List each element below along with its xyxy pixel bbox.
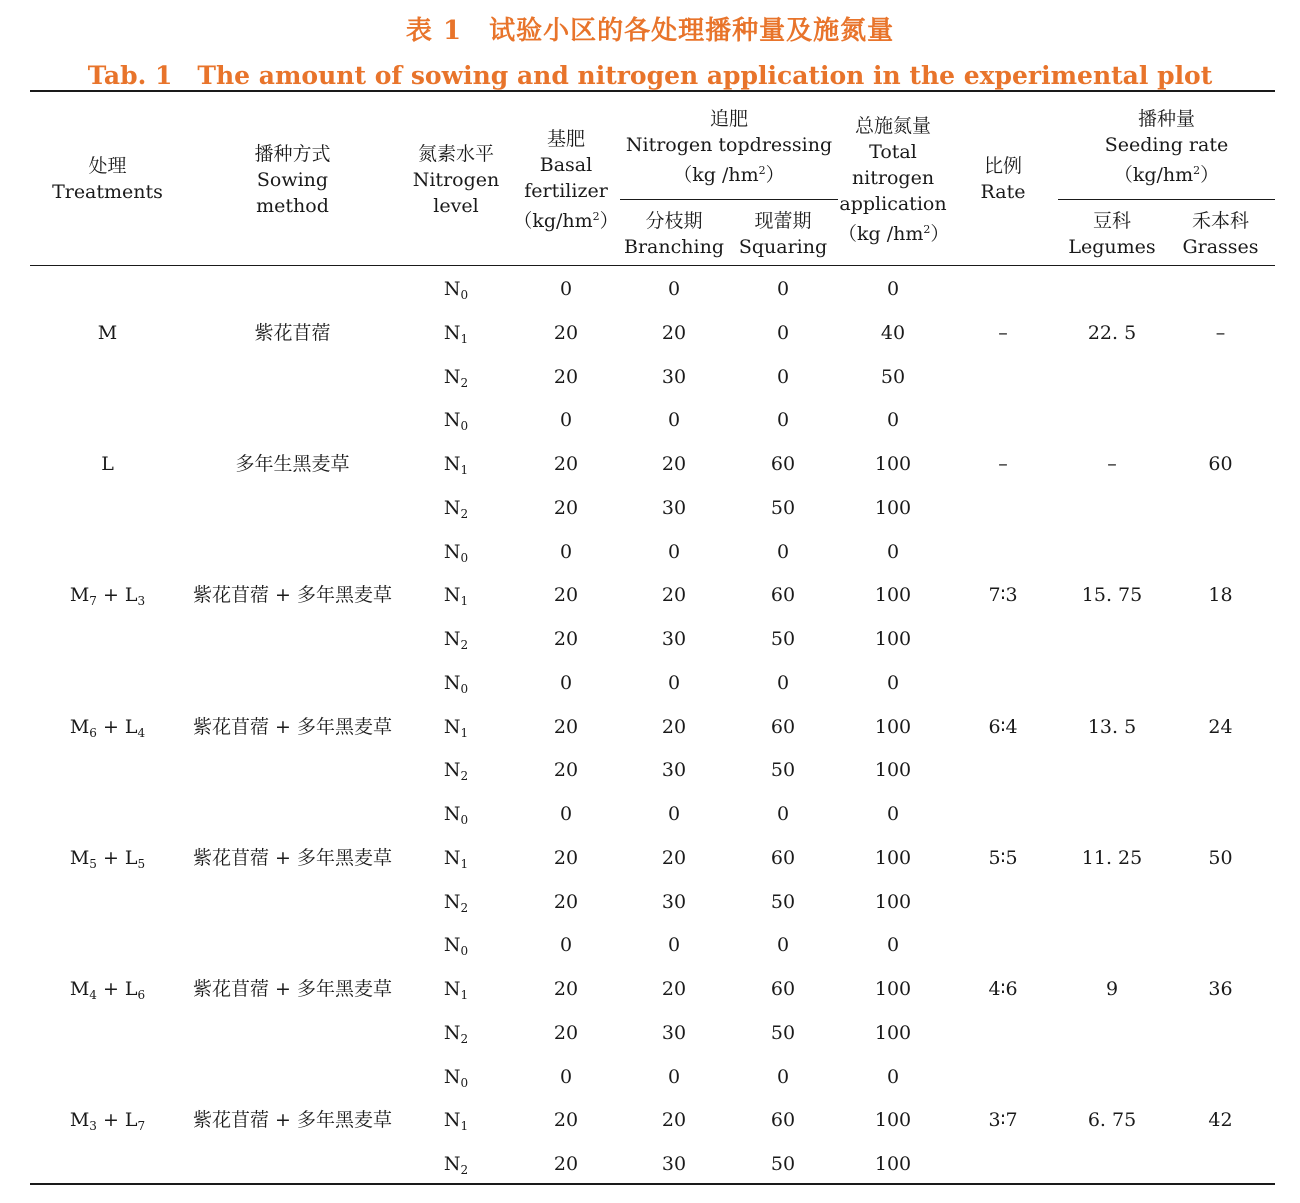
header-grasses: 禾本科 Grasses [1182,210,1259,258]
branching-cell: 20 [661,978,687,1000]
squaring-cell: 60 [770,453,796,475]
basal-cell: 0 [559,671,573,694]
header-total-nitrogen: 总施氮量 Total nitrogen application （kg $/hm^2$） [838,115,950,245]
total-cell: 100 [874,496,912,519]
basal-cell: 0 [559,934,573,957]
nitrogen-level-cell: $N_2$ [443,759,469,784]
nitrogen-level-cell: $N_1$ [443,1109,469,1134]
nitrogen-level-cell: $N_0$ [443,540,469,565]
basal-cell: 20 [553,453,579,475]
treatment-cell: $M_6 + L_4$ [69,715,146,740]
squaring-cell: 0 [776,1065,790,1088]
rate-cell: 7∶3 [988,584,1018,607]
header-branching: 分枝期 Branching [624,210,724,258]
header-nitrogen-topdressing: 追肥 Nitrogen topdressing （kg $/hm^2$） [625,108,833,186]
total-cell: 100 [874,1153,912,1175]
topdressing-underline [620,199,838,200]
total-cell: 0 [886,278,900,300]
total-cell: 100 [874,584,912,607]
total-cell: 0 [886,934,900,957]
total-cell: 50 [880,365,906,388]
grasses-cell: – [1215,321,1226,344]
nitrogen-level-cell: $N_2$ [443,1021,469,1046]
squaring-cell: 50 [770,496,796,519]
header-nitrogen-level: 氮素水平 Nitrogen level [412,143,500,217]
branching-cell: 20 [661,846,687,869]
squaring-cell: 50 [770,1153,796,1175]
treatment-cell: L [101,453,114,475]
basal-cell: 20 [553,890,579,913]
branching-cell: 30 [661,1153,687,1175]
total-cell: 100 [874,978,912,1000]
header-basal-fertilizer: 基肥 Basal fertilizer $(kg/hm^2)$ [513,128,619,232]
legumes-cell: – [1107,453,1117,475]
branching-cell: 30 [661,759,687,782]
nitrogen-level-cell: $N_1$ [443,584,469,609]
branching-cell: 30 [661,496,687,519]
squaring-cell: 0 [776,934,790,957]
seeding-underline [1058,199,1275,200]
top-rule [30,90,1275,92]
squaring-cell: 0 [776,278,790,300]
legumes-cell: 15. 75 [1081,584,1143,607]
basal-cell: 0 [559,278,573,300]
total-cell: 100 [874,715,912,738]
nitrogen-level-cell: $N_2$ [443,496,469,521]
basal-cell: 20 [553,365,579,388]
nitrogen-level-cell: $N_1$ [443,715,469,740]
rate-cell: – [998,321,1008,344]
total-cell: 0 [886,1065,900,1088]
treatment-cell: M [97,321,118,344]
basal-cell: 20 [553,321,579,344]
branching-cell: 20 [661,321,687,344]
bottom-rule [30,1183,1275,1185]
nitrogen-level-cell: $N_2$ [443,365,469,390]
total-cell: 100 [874,759,912,782]
squaring-cell: 0 [776,540,790,563]
branching-cell: 0 [667,409,681,432]
legumes-cell: 11. 25 [1081,846,1143,869]
legumes-cell: 9 [1105,978,1119,1000]
basal-cell: 0 [559,540,573,563]
nitrogen-level-cell: $N_0$ [443,1065,469,1090]
branching-cell: 0 [667,934,681,957]
total-cell: 100 [874,1109,912,1132]
squaring-cell: 60 [770,715,796,738]
basal-cell: 20 [553,715,579,738]
grasses-cell: 36 [1208,978,1233,1000]
sowing-method-cell: 紫花苜蓿 + 多年黑麦草 [193,1109,392,1132]
header-rate: 比例 Rate [980,155,1026,203]
legumes-cell: 6. 75 [1087,1109,1137,1132]
sowing-method-cell: 紫花苜蓿 + 多年黑麦草 [193,715,392,738]
branching-cell: 0 [667,671,681,694]
nitrogen-level-cell: $N_0$ [443,934,469,959]
branching-cell: 0 [667,540,681,563]
table-caption-english: Tab. 1 The amount of sowing and nitrogen application in the experimental plot [87,61,1213,90]
treatment-cell: $M_5 + L_5$ [69,846,146,871]
basal-cell: 20 [553,1153,579,1175]
grasses-cell: 50 [1208,846,1233,869]
squaring-cell: 60 [770,1109,796,1132]
rate-cell: 3∶7 [988,1109,1018,1132]
branching-cell: 20 [661,715,687,738]
branching-cell: 20 [661,453,687,475]
basal-cell: 20 [553,759,579,782]
squaring-cell: 50 [770,759,796,782]
basal-cell: 20 [553,1021,579,1044]
nitrogen-level-cell: $N_1$ [443,453,469,477]
total-cell: 0 [886,803,900,825]
nitrogen-level-cell: $N_0$ [443,803,469,827]
header-seeding-rate: 播种量 Seeding rate $(kg/hm^2)$ [1104,108,1229,186]
squaring-cell: 0 [776,671,790,694]
treatment-cell: $M_4 + L_6$ [69,978,146,1002]
basal-cell: 20 [553,584,579,607]
treatment-cell: $M_3 + L_7$ [69,1109,146,1134]
basal-cell: 20 [553,1109,579,1132]
squaring-cell: 60 [770,584,796,607]
nitrogen-level-cell: $N_1$ [443,321,469,346]
header-rule [30,265,1275,266]
squaring-cell: 50 [770,1021,796,1044]
sowing-method-cell: 紫花苜蓿 + 多年黑麦草 [193,978,392,1000]
header-squaring: 现蕾期 Squaring [738,210,828,258]
total-cell: 0 [886,671,900,694]
total-cell: 100 [874,453,912,475]
nitrogen-level-cell: $N_1$ [443,846,469,871]
basal-cell: 20 [553,978,579,1000]
basal-cell: 20 [553,846,579,869]
nitrogen-level-cell: $N_2$ [443,628,469,652]
basal-cell: 0 [559,1065,573,1088]
squaring-cell: 50 [770,628,796,650]
header-sowing-method: 播种方式 Sowing method [254,143,331,217]
squaring-cell: 0 [776,409,790,432]
grasses-cell: 42 [1208,1109,1233,1132]
branching-cell: 20 [661,1109,687,1132]
rate-cell: 5∶5 [988,846,1018,869]
squaring-cell: 60 [770,978,796,1000]
total-cell: 40 [880,321,906,344]
branching-cell: 30 [661,890,687,913]
header-legumes: 豆科 Legumes [1068,210,1156,258]
rate-cell: 4∶6 [988,978,1018,1000]
grasses-cell: 24 [1208,715,1233,738]
rate-cell: 6∶4 [988,715,1018,738]
nitrogen-level-cell: $N_2$ [443,1153,469,1177]
branching-cell: 30 [661,365,687,388]
total-cell: 100 [874,1021,912,1044]
sowing-method-cell: 紫花苜蓿 + 多年黑麦草 [193,584,392,607]
nitrogen-level-cell: $N_1$ [443,978,469,1002]
squaring-cell: 0 [776,365,790,388]
grasses-cell: 18 [1208,584,1233,607]
treatment-cell: $M_7 + L_3$ [69,584,146,609]
sowing-method-cell: 紫花苜蓿 + 多年黑麦草 [193,846,392,869]
branching-cell: 0 [667,278,681,300]
basal-cell: 0 [559,409,573,432]
nitrogen-level-cell: $N_0$ [443,409,469,434]
sowing-method-cell: 紫花苜蓿 [254,321,331,344]
rate-cell: – [998,453,1008,475]
squaring-cell: 60 [770,846,796,869]
branching-cell: 30 [661,628,687,650]
squaring-cell: 50 [770,890,796,913]
header-treatments: 处理 Treatments [52,155,163,203]
basal-cell: 20 [553,628,579,650]
basal-cell: 20 [553,496,579,519]
branching-cell: 20 [661,584,687,607]
nitrogen-level-cell: $N_2$ [443,890,469,915]
branching-cell: 0 [667,803,681,825]
total-cell: 100 [874,628,912,650]
sowing-method-cell: 多年生黑麦草 [235,453,350,475]
total-cell: 0 [886,409,900,432]
legumes-cell: 13. 5 [1087,715,1137,738]
branching-cell: 30 [661,1021,687,1044]
branching-cell: 0 [667,1065,681,1088]
total-cell: 100 [874,890,912,913]
legumes-cell: 22. 5 [1087,321,1137,344]
table-caption-chinese: 表 1 试验小区的各处理播种量及施氮量 [405,16,895,46]
nitrogen-level-cell: $N_0$ [443,671,469,696]
nitrogen-level-cell: $N_0$ [443,278,469,302]
basal-cell: 0 [559,803,573,825]
grasses-cell: 60 [1208,453,1233,475]
total-cell: 0 [886,540,900,563]
squaring-cell: 0 [776,803,790,825]
squaring-cell: 0 [776,321,790,344]
total-cell: 100 [874,846,912,869]
